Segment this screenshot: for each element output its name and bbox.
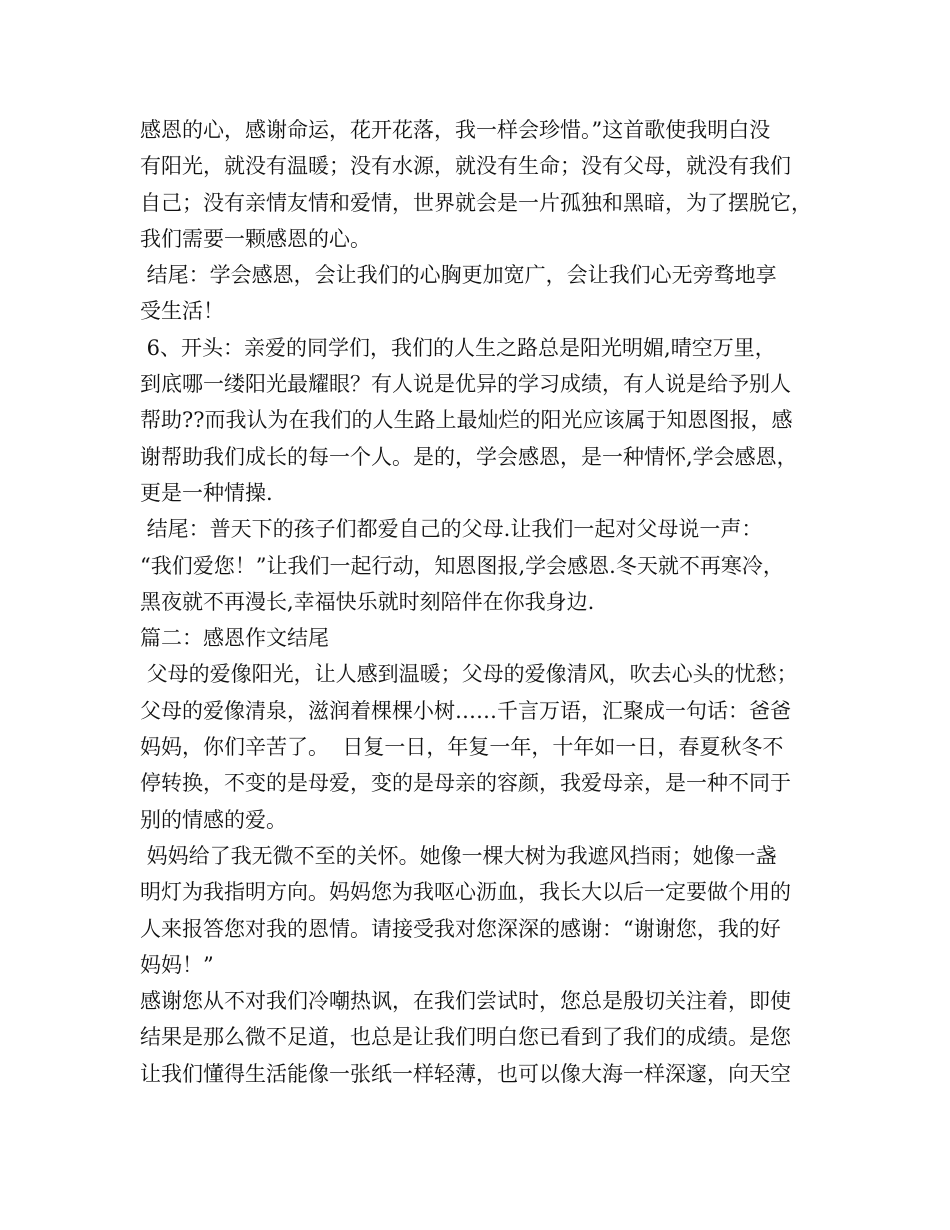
text-line: 结尾：学会感恩，会让我们的心胸更加宽广，会让我们心无旁骛地享: [140, 263, 777, 288]
text-line: 有阳光，就没有温暖；没有水源，就没有生命；没有父母，就没有我们: [140, 154, 791, 179]
text-line: 受生活！: [140, 299, 224, 324]
text-line: 结果是那么微不足道，也总是让我们明白您已看到了我们的成绩。是您: [140, 1025, 791, 1050]
text-line: 黑夜就不再漫长,幸福快乐就时刻陪伴在你我身边.: [140, 589, 595, 614]
text-line: 父母的爱像清泉，滋润着棵棵小树……千言万语，汇聚成一句话：爸爸: [140, 698, 791, 723]
text-line: 妈妈！”: [140, 952, 214, 977]
text-line: 到底哪一缕阳光最耀眼？有人说是优异的学习成绩，有人说是给予别人: [140, 372, 791, 397]
text-line: 感恩的心，感谢命运，花开花落，我一样会珍惜。”这首歌使我明白没: [140, 118, 771, 142]
text-line: 父母的爱像阳光，让人感到温暖；父母的爱像清风，吹去心头的忧愁；: [140, 662, 798, 687]
text-line: 让我们懂得生活能像一张纸一样轻薄，也可以像大海一样深邃，向天空: [140, 1061, 791, 1086]
text-line: 妈妈，你们辛苦了。 日复一日，年复一年，十年如一日，春夏秋冬不: [140, 735, 784, 760]
text-line: 谢帮助我们成长的每一个人。是的，学会感恩，是一种情怀,学会感恩，: [140, 444, 798, 469]
text-line: 停转换，不变的是母爱，变的是母亲的容颜，我爱母亲，是一种不同于: [140, 771, 791, 796]
text-line: 妈妈给了我无微不至的关怀。她像一棵大树为我遮风挡雨；她像一盏: [140, 843, 777, 868]
text-line: 人来报答您对我的恩情。请接受我对您深深的感谢：“谢谢您，我的好: [140, 916, 781, 941]
text-line: 明灯为我指明方向。妈妈您为我呕心沥血，我长大以后一定要做个用的: [140, 880, 791, 905]
text-line: 感谢您从不对我们冷嘲热讽，在我们尝试时，您总是殷切关注着，即使: [140, 989, 791, 1014]
text-line: 自己；没有亲情友情和爱情，世界就会是一片孤独和黑暗，为了摆脱它，: [140, 190, 812, 215]
text-line: 我们需要一颗感恩的心。: [140, 226, 371, 251]
text-line: 别的情感的爱。: [140, 807, 287, 832]
text-line: 帮助??而我认为在我们的人生路上最灿烂的阳光应该属于知恩图报，感: [140, 408, 793, 433]
text-line: 结尾：普天下的孩子们都爱自己的父母.让我们一起对父母说一声：: [140, 517, 763, 542]
text-line: 更是一种情操.: [140, 480, 273, 505]
document-body: [140, 112, 830, 1092]
text-line: “我们爱您！”让我们一起行动，知恩图报,学会感恩.冬天就不再寒冷，: [140, 553, 784, 578]
text-line: 6、开头：亲爱的同学们，我们的人生之路总是阳光明媚,晴空万里，: [140, 335, 776, 360]
section-heading: 篇二：感恩作文结尾: [140, 626, 329, 651]
